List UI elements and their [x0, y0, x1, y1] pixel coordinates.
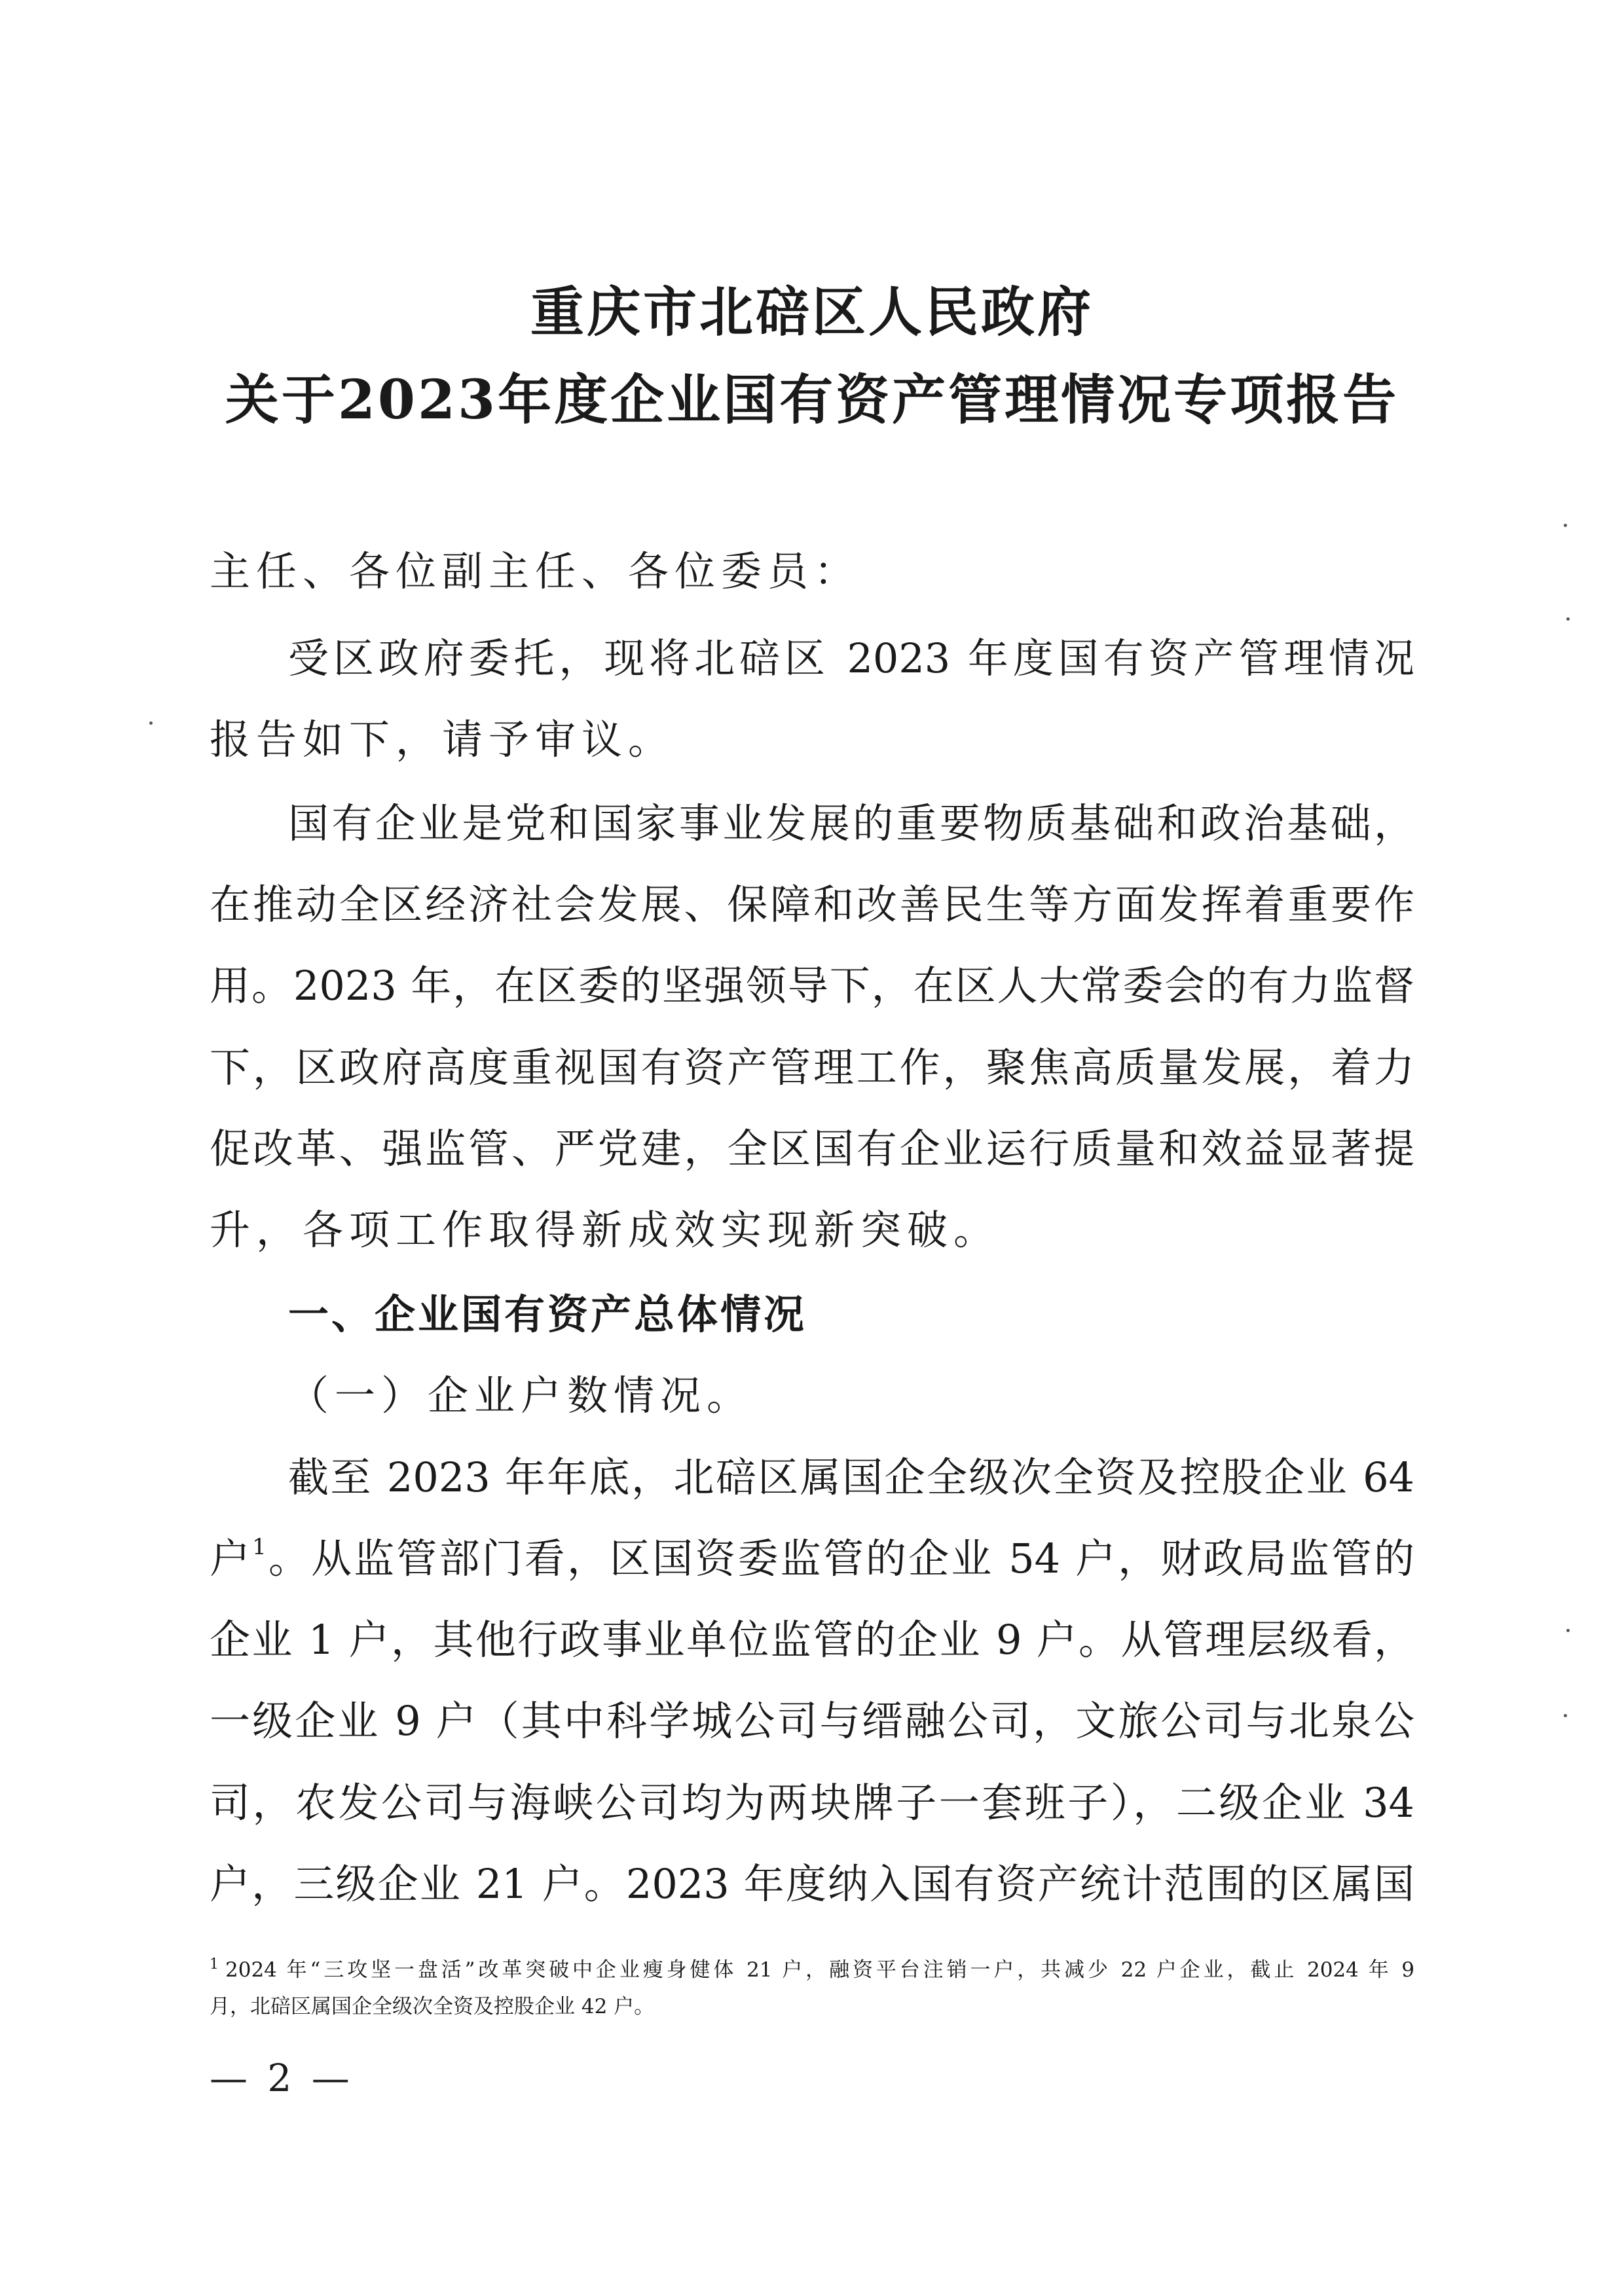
paragraph-line-with-footnote — [210, 1534, 1414, 1582]
paragraph-line: 企业 1 户，其他行政事业单位监管的企业 9 户。从管理层级看， — [210, 1616, 1414, 1664]
footnote-marker: 1 — [210, 1956, 219, 1973]
paragraph-line: 一级企业 9 户（其中科学城公司与缙融公司，文旅公司与北泉公 — [210, 1697, 1414, 1745]
scan-speck — [1564, 1714, 1567, 1717]
salutation: 主任、各位副主任、各位委员： — [210, 547, 861, 595]
footnote-text: 2024 年“三攻坚一盘活”改革突破中企业瘦身健体 21 户，融资平台注销一户，共减少 22 户企业，截止 2024 年 9 — [225, 1958, 1414, 1982]
paragraph-line: 用。2023 年，在区委的坚强领导下，在区人大常委会的有力监督 — [210, 962, 1414, 1010]
footnote-line — [210, 1958, 1414, 1980]
paragraph-line: 报告如下，请予审议。 — [210, 716, 675, 763]
footnote-reference: 1 — [252, 1534, 267, 1560]
document-title-line-1: 重庆市北碚区人民政府 — [530, 281, 1094, 344]
paragraph-line: 司，农发公司与海峡公司均为两块牌子一套班子），二级企业 34 — [210, 1779, 1414, 1827]
text-segment: 。从监管部门看，区国资委监管的企业 54 户，财政局监管的 — [266, 1535, 1414, 1582]
section-heading: 一、企业国有资产总体情况 — [288, 1290, 807, 1338]
paragraph-line: 受区政府委托，现将北碚区 2023 年度国有资产管理情况 — [288, 634, 1414, 682]
scan-speck — [149, 721, 153, 725]
footnote-line: 月，北碚区属国企全级次全资及控股企业 42 户。 — [210, 1995, 655, 2018]
paragraph-line: 截至 2023 年年底，北碚区属国企全级次全资及控股企业 64 — [288, 1453, 1414, 1501]
text-segment: 户 — [210, 1535, 253, 1582]
paragraph-line: 国有企业是党和国家事业发展的重要物质基础和政治基础， — [288, 799, 1414, 847]
subsection-heading: （一）企业户数情况。 — [288, 1372, 754, 1419]
scan-speck — [1566, 1629, 1570, 1632]
paragraph-line: 下，区政府高度重视国有资产管理工作，聚焦高质量发展，着力 — [210, 1044, 1414, 1091]
scan-speck — [1564, 524, 1567, 527]
document-title-line-2: 关于2023年度企业国有资产管理情况专项报告 — [225, 369, 1399, 431]
paragraph-line: 升，各项工作取得新成效实现新突破。 — [210, 1206, 1001, 1254]
paragraph-line: 促改革、强监管、严党建，全区国有企业运行质量和效益显著提 — [210, 1125, 1414, 1173]
paragraph-line: 户，三级企业 21 户。2023 年度纳入国有资产统计范围的区属国 — [210, 1860, 1414, 1908]
paragraph-line: 在推动全区经济社会发展、保障和改善民生等方面发挥着重要作 — [210, 881, 1414, 928]
scan-speck — [1566, 617, 1570, 621]
page-number: — 2 — — [210, 2056, 354, 2100]
